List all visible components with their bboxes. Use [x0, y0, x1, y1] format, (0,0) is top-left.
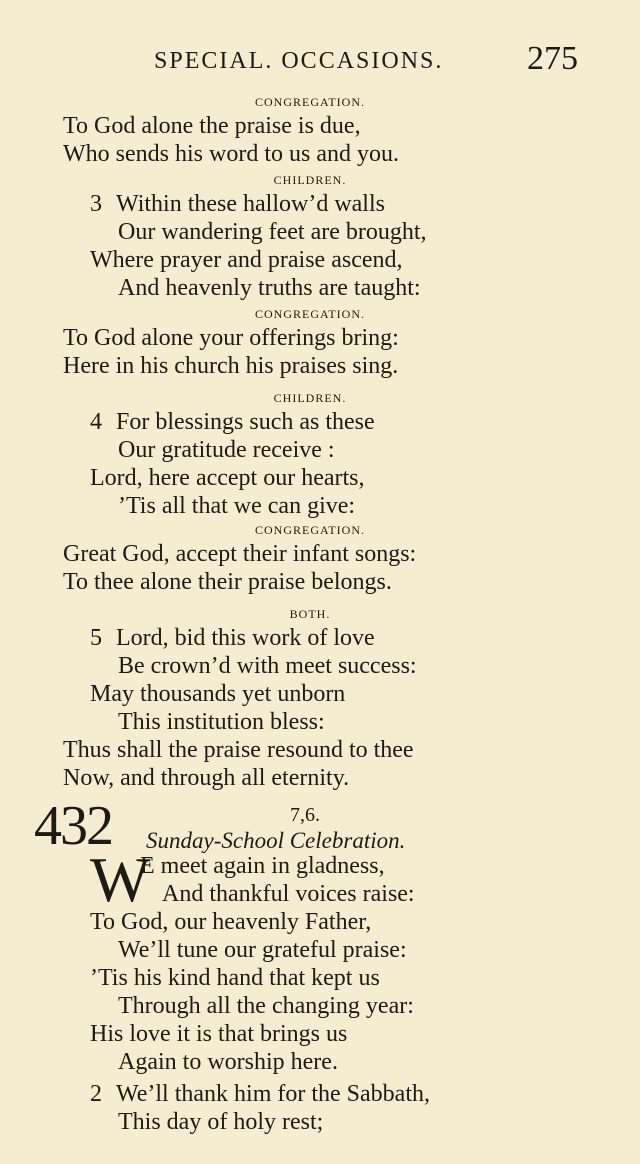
- page-number: 275: [527, 40, 578, 77]
- verse-line: To God alone your offerings bring:: [63, 325, 399, 351]
- verse-line: Where prayer and praise ascend,: [90, 247, 403, 273]
- verse-line: Through all the changing year:: [118, 993, 414, 1019]
- section-label: CONGREGATION.: [255, 95, 365, 109]
- verse-line: E meet again in gladness,: [140, 853, 385, 879]
- verse-number: 3: [90, 191, 102, 217]
- verse-line: [90, 1080, 430, 1108]
- verse-line: May thousands yet unborn: [90, 681, 346, 707]
- verse-line: To God alone the praise is due,: [63, 113, 361, 139]
- verse-number: 4: [90, 409, 102, 435]
- page-header: [0, 40, 640, 80]
- verse-line: To thee alone their praise belongs.: [63, 569, 392, 595]
- verse-text: For blessings such as these: [116, 409, 375, 435]
- verse-line: To God, our heavenly Father,: [90, 909, 372, 935]
- verse-line: [90, 624, 375, 652]
- verse-line: This day of holy rest;: [118, 1109, 324, 1135]
- verse-text: Within these hallow’d walls: [116, 191, 385, 217]
- verse-line: ’Tis his kind hand that kept us: [90, 965, 380, 991]
- verse-number: 2: [90, 1081, 102, 1107]
- verse-line: Here in his church his praises sing.: [63, 353, 399, 379]
- verse-line: And thankful voices raise:: [162, 881, 415, 907]
- verse-line: [90, 190, 385, 218]
- verse-line: Again to worship here.: [118, 1049, 338, 1075]
- verse-text: Lord, bid this work of love: [116, 625, 375, 651]
- section-label: CHILDREN.: [273, 391, 347, 405]
- verse-line: This institution bless:: [118, 709, 325, 735]
- drop-cap: W: [90, 844, 151, 915]
- verse-line: We’ll tune our grateful praise:: [118, 937, 407, 963]
- verse-number: 5: [90, 625, 102, 651]
- verse-line: And heavenly truths are taught:: [118, 275, 421, 301]
- hymn-title: Sunday-School Celebration.: [146, 828, 406, 853]
- verse-text: We’ll thank him for the Sabbath,: [116, 1081, 430, 1107]
- hymn-number: 432: [34, 795, 112, 857]
- verse-line: Lord, here accept our hearts,: [90, 465, 365, 491]
- verse-line: Our wandering feet are brought,: [118, 219, 427, 245]
- running-title: SPECIAL. OCCASIONS.: [154, 48, 444, 74]
- verse-line: Be crown’d with meet success:: [118, 653, 417, 679]
- hymn-meter: 7,6.: [290, 804, 320, 826]
- verse-line: [90, 408, 375, 436]
- verse-line: Now, and through all eternity.: [63, 765, 350, 791]
- section-label: CHILDREN.: [273, 173, 347, 187]
- verse-line: Who sends his word to us and you.: [63, 141, 399, 167]
- section-label: CONGREGATION.: [255, 523, 365, 537]
- section-label: CONGREGATION.: [255, 307, 365, 321]
- verse-line: Our gratitude receive :: [118, 437, 335, 463]
- verse-line: Thus shall the praise resound to thee: [63, 737, 414, 763]
- section-label: BOTH.: [289, 607, 331, 621]
- verse-line: ’Tis all that we can give:: [118, 493, 356, 519]
- verse-line: His love it is that brings us: [90, 1021, 348, 1047]
- verse-line: Great God, accept their infant songs:: [63, 541, 417, 567]
